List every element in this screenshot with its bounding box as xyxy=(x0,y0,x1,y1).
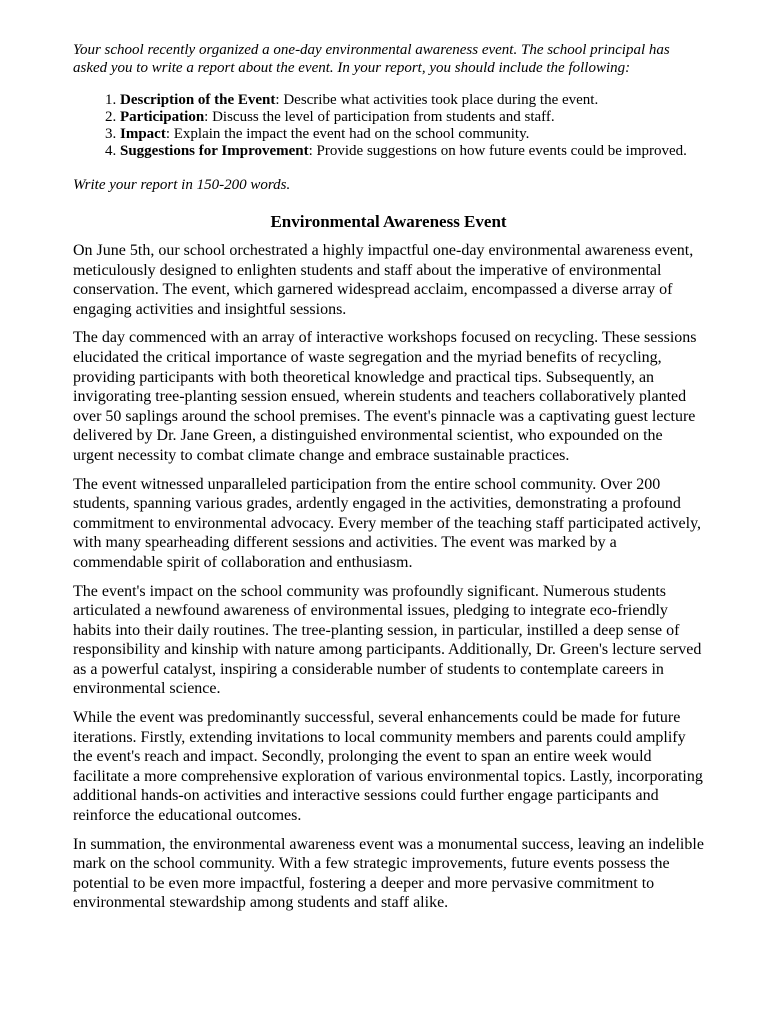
word-count-instruction: Write your report in 150-200 words. xyxy=(73,177,291,193)
requirement-term: Impact xyxy=(120,126,166,142)
requirement-text: : Describe what activities took place during the event. xyxy=(275,92,599,108)
requirement-term: Participation xyxy=(120,109,205,125)
requirement-term: Description of the Event xyxy=(120,92,276,108)
report-paragraph-suggestions: While the event was predominantly successful, several enhancements could be made for future iterations. Firstly, extending invitations to local community members and parents could amplify the event's reach and impact. Secondly, prolonging the event to span an entire week would facilitate a more comprehensive exploration of various environmental topics. Lastly, incorporating additional hands-on activities and interactive sessions could further engage participants and reinforce the educational outcomes. xyxy=(73,709,703,825)
requirement-item xyxy=(120,92,704,109)
report-paragraph-conclusion: In summation, the environmental awareness event was a monumental success, leaving an indelible mark on the school community. With a few strategic improvements, future events possess the potential to be even more impactful, fostering a deeper and more pervasive commitment to environmental stewardship among students and staff alike. xyxy=(73,835,704,912)
report-paragraph-description: The day commenced with an array of interactive workshops focused on recycling. These sessions elucidated the critical importance of waste segregation and the myriad benefits of recycling, providing participants with both theoretical knowledge and practical tips. Subsequently, an invigorating tree-planting session ensued, wherein students and teachers collaboratively planted over 50 saplings around the school premises. The event's pinnacle was a captivating guest lecture delivered by Dr. Jane Green, a distinguished environmental scientist, who expounded on the urgent necessity to combat climate change and embrace sustainable practices. xyxy=(73,329,697,464)
requirement-text: : Explain the impact the event had on the school community. xyxy=(165,126,530,142)
requirement-term: Suggestions for Improvement xyxy=(120,143,309,159)
requirement-text: : Discuss the level of participation from students and staff. xyxy=(204,109,555,125)
report-paragraph-participation: The event witnessed unparalleled participation from the entire school community. Over 200 students, spanning various grades, ardently engaged in the activities, demonstrating a profound commitment to environmental advocacy. Every member of the teaching staff participated actively, with many spearheading different sessions and activities. The event was marked by a commendable spirit of collaboration and enthusiasm. xyxy=(73,475,702,571)
requirement-item xyxy=(120,143,704,160)
report-paragraph-impact: The event's impact on the school community was profoundly significant. Numerous students articulated a newfound awareness of environmental issues, pledging to integrate eco-friendly habits into their daily routines. The tree-planting session, in particular, instilled a deep sense of responsibility and kinship with nature among participants. Additionally, Dr. Green's lecture served as a powerful catalyst, inspiring a considerable number of students to contemplate careers in environmental science. xyxy=(73,582,702,698)
prompt-intro: Your school recently organized a one-day environmental awareness event. The school principal has asked you to write a report about the event. In your report, you should include the following: xyxy=(73,42,670,76)
requirement-text: : Provide suggestions on how future events could be improved. xyxy=(308,143,687,159)
report-paragraph-intro: On June 5th, our school orchestrated a highly impactful one-day environmental awareness event, meticulously designed to enlighten students and staff about the imperative of environmental conservation. The event, which garnered widespread acclaim, encompassed a diverse array of engaging activities and insightful sessions. xyxy=(73,242,694,318)
requirements-list xyxy=(73,92,704,160)
requirement-item xyxy=(120,109,704,126)
requirement-item xyxy=(120,126,704,143)
report-title: Environmental Awareness Event xyxy=(270,212,507,231)
